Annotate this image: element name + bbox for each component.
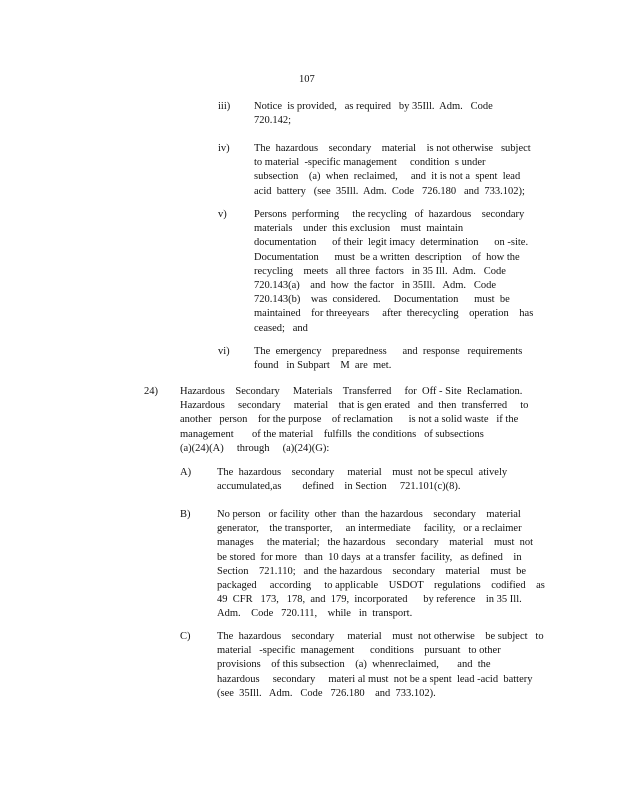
text-line: subsection (a) when reclaimed, and it is not a spent lead — [254, 171, 521, 183]
text-line: hazardous secondary materi al must not be a spent lead -acid battery — [217, 673, 533, 685]
text-line: The emergency preparedness and response requirements — [254, 346, 523, 357]
item-text — [254, 100, 534, 128]
text-line: The hazardous secondary material is not otherwise subject — [254, 143, 531, 154]
text-line: (a)(24)(A) through (a)(24)(G): — [180, 442, 330, 454]
text-line: 720.143(a) and how the factor in 35Ill. Adm. Code — [254, 280, 497, 292]
item-text — [217, 466, 539, 494]
item-label: C) — [180, 631, 191, 642]
text-line: packaged according to applicable USDOT regulations codified as — [217, 580, 545, 592]
page-number: 107 — [299, 74, 315, 85]
text-line: manages the material; the hazardous secondary material must not — [217, 537, 534, 549]
item-text — [254, 208, 534, 336]
text-line: ceased; and — [254, 322, 308, 334]
text-line: to material -specific management condition s under — [254, 157, 486, 169]
item-text — [217, 508, 545, 622]
item-label: iii) — [218, 101, 231, 112]
text-line: Hazardous Secondary Materials Transferred for Off - Site Reclamation. — [180, 386, 523, 397]
text-line: be stored for more than 10 days at a transfer facility, as defined in — [217, 551, 522, 563]
text-line: provisions of this subsection (a) whenreclaimed, and the — [217, 659, 491, 671]
text-line: accumulated,as defined in Section 721.101(c)(8). — [217, 481, 461, 493]
item-text — [254, 345, 534, 373]
text-line: 720.142; — [254, 115, 292, 127]
text-line: management of the material fulfills the conditions of subsections — [180, 428, 484, 440]
text-line: 720.143(b) was considered. Documentation must be — [254, 294, 510, 306]
text-line: materials under this exclusion must maintain — [254, 223, 464, 235]
text-line: The hazardous secondary material must not be specul atively — [217, 467, 508, 478]
text-line: The hazardous secondary material must not otherwise be subject to — [217, 631, 544, 642]
text-line: Documentation must be a written description of how the — [254, 251, 520, 263]
item-label: iv) — [218, 143, 230, 154]
text-line: No person or facility other than the hazardous secondary material — [217, 509, 521, 520]
text-line: maintained for threeyears after therecycling operation has — [254, 308, 534, 320]
item-text — [217, 630, 544, 701]
text-line: Hazardous secondary material that is gen erated and then transferred to — [180, 400, 529, 412]
text-line: 49 CFR 173, 178, and 179, incorporated by reference in 35 Ill. — [217, 594, 522, 606]
item-text — [180, 385, 530, 456]
text-line: documentation of their legit imacy determination on -site. — [254, 237, 529, 249]
item-label: B) — [180, 509, 191, 520]
text-line: found in Subpart M are met. — [254, 360, 392, 372]
item-label: v) — [218, 209, 227, 220]
text-line: Notice is provided, as required by 35Ill. Adm. Code — [254, 101, 493, 112]
text-line: material -specific management conditions pursuant to other — [217, 645, 501, 657]
text-line: acid battery (see 35Ill. Adm. Code 726.180 and 733.102); — [254, 185, 525, 197]
item-text — [254, 142, 534, 199]
text-line: generator, the transporter, an intermediate facility, or a reclaimer — [217, 523, 522, 535]
item-label: vi) — [218, 346, 230, 357]
text-line: (see 35Ill. Adm. Code 726.180 and 733.102). — [217, 687, 436, 699]
text-line: another person for the purpose of reclamation is not a solid waste if the — [180, 414, 519, 426]
text-line: Section 721.110; and the hazardous secondary material must be — [217, 565, 526, 577]
text-line: recycling meets all three factors in 35 Ill. Adm. Code — [254, 265, 506, 277]
text-line: Persons performing the recycling of hazardous secondary — [254, 209, 525, 220]
text-line: Adm. Code 720.111, while in transport. — [217, 608, 413, 620]
item-label: A) — [180, 467, 192, 478]
item-label: 24) — [144, 386, 158, 397]
